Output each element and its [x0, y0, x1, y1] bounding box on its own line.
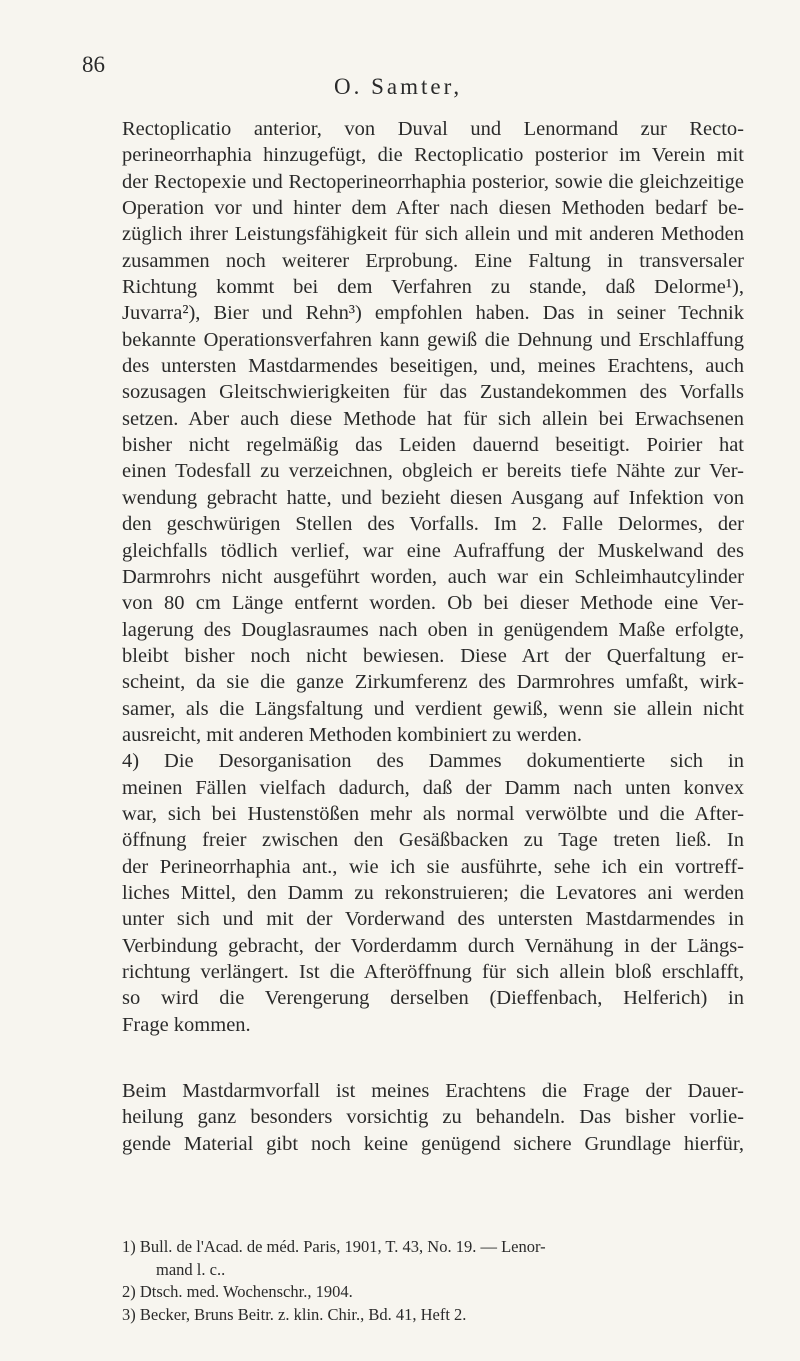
text-line: Juvarra²), Bier und Rehn³) empfohlen haben. Das in seiner Technik — [122, 302, 744, 325]
text-line: Richtung kommt bei dem Verfahren zu stande, daß Delorme¹), — [122, 276, 744, 299]
text-line: einen Todesfall zu verzeichnen, obgleich er bereits tiefe Nähte zur Ver- — [122, 460, 744, 483]
footnote: 3) Becker, Bruns Beitr. z. klin. Chir., Bd. 41, Heft 2. — [122, 1304, 467, 1324]
text-line: den geschwürigen Stellen des Vorfalls. Im 2. Falle Delormes, der — [122, 513, 744, 536]
text-line: Operation vor und hinter dem After nach diesen Methoden bedarf be- — [122, 197, 744, 220]
text-line: wendung gebracht hatte, und bezieht diesen Ausgang auf Infektion von — [122, 486, 744, 509]
running-title: O. Samter, — [334, 74, 463, 99]
text-line: von 80 cm Länge entfernt worden. Ob bei dieser Methode eine Ver- — [122, 592, 744, 615]
text-line: heilung ganz besonders vorsichtig zu behandeln. Das bisher vorlie- — [122, 1106, 744, 1129]
text-line: der Rectopexie und Rectoperineorrhaphia posterior, sowie die gleichzeitige — [122, 170, 744, 193]
page-number: 86 — [82, 52, 105, 77]
text-line: 4) Die Desorganisation des Dammes dokumentierte sich in — [122, 750, 744, 773]
text-line: sozusagen Gleitschwierigkeiten für das Zustandekommen des Vorfalls — [122, 381, 744, 404]
text-line: gleichfalls tödlich verlief, war eine Aufraffung der Muskelwand des — [122, 539, 744, 562]
text-line: lagerung des Douglasraumes nach oben in genügendem Maße erfolgte, — [122, 618, 744, 641]
text-line: unter sich und mit der Vorderwand des untersten Mastdarmendes in — [122, 908, 744, 931]
text-line: bisher nicht regelmäßig das Leiden dauernd beseitigt. Poirier hat — [122, 434, 744, 457]
paragraph-gap — [122, 1038, 744, 1078]
text-line: Frage kommen. — [122, 1013, 251, 1036]
text-line: des untersten Mastdarmendes beseitigen, und, meines Erachtens, auch — [122, 355, 744, 378]
footnotes — [122, 1236, 744, 1326]
text-line: ausreicht, mit anderen Methoden kombiniert zu werden. — [122, 723, 582, 746]
footnote-continuation: mand l. c.. — [156, 1259, 226, 1279]
text-line: zusammen noch weiterer Erprobung. Eine Faltung in transversaler — [122, 249, 744, 272]
text-line: scheint, da sie die ganze Zirkumferenz des Darmrohres umfaßt, wirk- — [122, 671, 744, 694]
text-line: Rectoplicatio anterior, von Duval und Lenormand zur Recto- — [122, 118, 744, 140]
page-header — [0, 52, 800, 99]
text-line: Beim Mastdarmvorfall ist meines Erachtens die Frage der Dauer- — [122, 1080, 744, 1103]
text-line: der Perineorrhaphia ant., wie ich sie ausführte, sehe ich ein vortreff- — [122, 855, 744, 878]
text-line: meinen Fällen vielfach dadurch, daß der Damm nach unten konvex — [122, 776, 744, 799]
text-line: Verbindung gebracht, der Vorderdamm durch Vernähung in der Längs- — [122, 934, 744, 957]
text-line: war, sich bei Hustenstößen mehr als normal verwölbte und die After- — [122, 802, 744, 825]
text-line: perineorrhaphia hinzugefügt, die Rectoplicatio posterior im Verein mit — [122, 144, 744, 167]
footnote: 1) Bull. de l'Acad. de méd. Paris, 1901, T. 43, No. 19. — Lenor- — [122, 1237, 546, 1256]
text-line: so wird die Verengerung derselben (Dieffenbach, Helferich) in — [122, 987, 744, 1010]
text-line: öffnung freier zwischen den Gesäßbacken zu Tage treten ließ. In — [122, 829, 744, 852]
text-line: richtung verlängert. Ist die Afteröffnung für sich allein bloß erschlafft, — [122, 961, 744, 983]
text-line: bekannte Operationsverfahren kann gewiß die Dehnung und Erschlaffung — [122, 328, 744, 351]
text-line: bleibt bisher noch nicht bewiesen. Diese Art der Querfaltung er- — [122, 644, 744, 667]
text-line: samer, als die Längsfaltung und verdient gewiß, wenn sie allein nicht — [122, 697, 744, 720]
text-line: liches Mittel, den Damm zu rekonstruieren; die Levatores ani werden — [122, 881, 744, 904]
text-line: Darmrohrs nicht ausgeführt worden, auch war ein Schleimhautcylinder — [122, 565, 744, 588]
text-line: gende Material gibt noch keine genügend sichere Grundlage hierfür, — [122, 1132, 744, 1155]
body-text — [122, 116, 744, 1157]
text-line: setzen. Aber auch diese Methode hat für sich allein bei Erwachsenen — [122, 407, 744, 430]
footnote: 2) Dtsch. med. Wochenschr., 1904. — [122, 1282, 353, 1301]
text-line: züglich ihrer Leistungsfähigkeit für sich allein und mit anderen Methoden — [122, 223, 744, 246]
